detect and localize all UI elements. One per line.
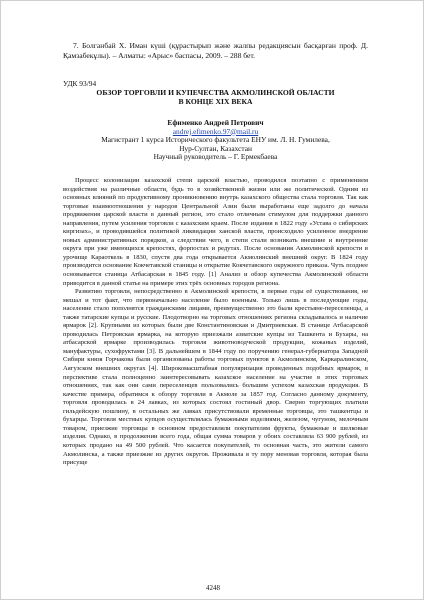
page-number: 4248 (206, 584, 220, 592)
reference-entry: 7. Болганбай Х. Иман күші (құрастырып және жалпы редакциясын басқарған проф. Д. Қамзабекұлы). – Алматы: «Арыс» баспасы, 2009. – 288 бет. (63, 41, 368, 60)
author-email-link[interactable]: andrej.efimenko.97@mail.ru (172, 126, 259, 136)
udk-code: УДК 93/94 (63, 79, 97, 88)
author-supervisor: Научный руководитель – Г. Ермекбаева (153, 152, 278, 162)
article-body (63, 177, 368, 468)
author-block (63, 119, 368, 162)
title-line-1: ОБЗОР ТОРГОВЛИ И КУПЕЧЕСТВА АКМОЛИНСКОЙ ОБЛАСТИ (96, 88, 335, 97)
title-line-2: В КОНЦЕ XIX ВЕКА (178, 97, 253, 107)
body-paragraph-2: Развитию торговли, непосредственно в Акмолинской крепости, в первые годы её существования, не мешал и тот факт, что первоначально население было военным. Только лишь в последующие годы, население стало пополнятся гражданскими лицами, преимущественно это были крестьяне-переселенцы, а также татарские купцы и русские. Плодотворно на торговых отношениях региона складывалось и наличие ярмарок [2]. Крупными из которых были две Константиновская и Дмитриевская. В станице Атбасарской проводилась Петровская ярмарка, на которую приезжали азиатские купцы из Ташкента и Бухары, на атбасарской ярмарке производилась торговля животноводческой продукции, кожаных изделий, мануфактуры, сухофруктами [3]. В дальнейшем в 1844 году по поручению генерал-губернатора Западной Сибири князя Горчакова были организованы работы торговых пунктов в Акмолинском, Каркаралинском, Аягузском внешних округах [4]. Широкомасштабная популяризация проведенных подобных ярмарок, в перспективе стала полноценно заинтересовывать казахское население на участие в этих торговых отношениях, так как они сами переселенцев пользовались большим успехом казахская продукция. В качестве примера, обратимся к обзору торговли в Акмоле за 1857 год. Согласно данному документу, торговля проводилась в 24 лавках, из которых состоял гостиный двор. Сверно торгующих платили гильдейскую пошлину, в остальных же лавках присутствовали временные торговцы, это ташкентцы и бухарцы. Торговля местных купцов осуществлялась бумажными изделиями, железом, чугуном, мелочным товаром, приезжие торговцы в основном предоставляли покупателям фрукты, бумажные и шелковые изделия. Однако, в продолжении всего года, общая сумма товаров у обоих составляла 63 900 рублей, из которых продано на 49 500 рублей. Что касается покупателей, то основная часть, это жители самого Акмолинска, а также приезжие из других округов. Проживала в ту пору меновая торговля, которая была присуще (63, 288, 368, 467)
author-affiliation: Магистрант 1 курса Исторического факультета ЕНУ им. Л. Н. Гумилева, (101, 135, 330, 145)
body-paragraph-1: Процесс колонизации казахской степи царской властью, проводился поэтапно с применением воздействия на различные области, будь то в хозяйственной жизни или же политической. Одним из основных влияний по продуктивному проникновению внутрь казахского общества стала торговля. Так как торговые взаимоотношения у народов Центральной Азии были выработаны еще задолго до начала продвижения царской власти в данный регион, это стало отличным стимулом для поддержки данного направления, путем усиления торговли с казахским краем. После издания в 1822 году «Устава о сибирских киргизах», и проводившейся политикой ликвидации ханской власти, происходило усиленное внедрение новых административных порядков, а следствии чего, в степи стали возникать внешние и внутренние округа при уже имеющихся крепостях, форпостах и редутах. После основания Акмолинской крепости в урочище Караоткель в 1830, спустя два года открывается Акмолинский внешний округ. В 1824 году производится основание Кокчетавской станицы и открытие Кокчетавского окружного приказа. Чуть позднее основывается станица Атбасарская в 1845 году. [1] Анализ и обзор купечества Акмолинской области приводится в данной статье на примере этих трёх основных городов региона. (63, 177, 368, 287)
article-title (63, 88, 368, 107)
author-city: Нур-Султан, Казахстан (179, 143, 252, 153)
author-name: Ефименко Андрей Петрович (167, 118, 264, 127)
